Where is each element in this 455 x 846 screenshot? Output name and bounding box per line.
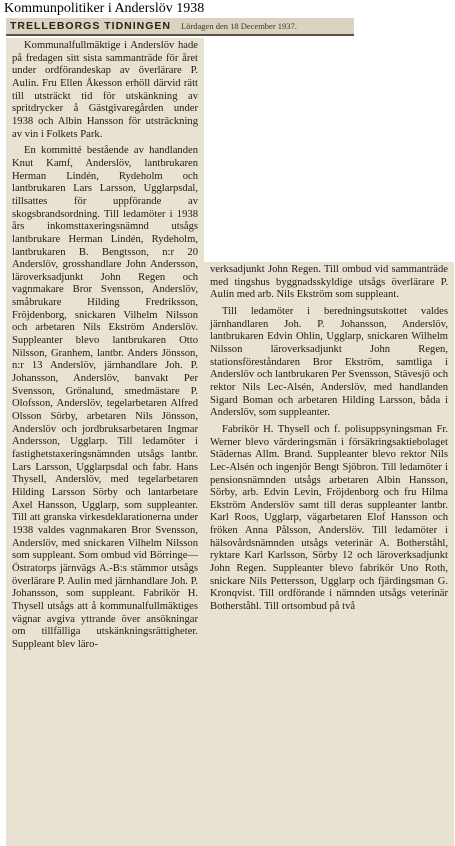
page-title: Kommunpolitiker i Anderslöv 1938 <box>4 1 205 16</box>
newspaper-name: TRELLEBORGS TIDNINGEN <box>10 20 172 32</box>
newspaper-date: Lördagen den 18 December 1937. <box>181 21 297 31</box>
article-column-2 <box>204 262 454 846</box>
article-paragraph: Till ledamöter i beredningsutskottet valdes järnhandlaren Joh. P. Johansson, Anderslöv, lantbrukaren Edvin Ohlin, Ugglarp, snickaren Wilhelm Nilsson läroverksadjunkt John Regen, stationsföreståndaren Bror Ekström, samtliga i Anderslöv och lantbrukaren Per Svensson, Stävesjö och rektor Nils Lec-Alsén, Anderslöv, med handlanden Sigard Boman och arbetaren Hilding Larsson, båda i Anderslöv, som suppleanter. <box>210 305 448 419</box>
article-paragraph: Fabrikör H. Thysell och f. polisuppsyningsman Fr. Werner blevo värderingsmän i försäkringsaktiebolaget Städernas Allm. Brand. Suppleanter blevo rektor Nils Lec-Alsén och ingenjör Bengt Sjöbron. Till ledamöter i pensionsnämnden utsågs arbetaren Albin Hansson, Sörby, arb. Edvin Levin, Fröjdenborg och fru Hilma Ekström Anderslöv samt till deras suppleanter lantbr. Karl Roos, Ugglarp, vägarbetaren Elof Hansson och fröken Anna Pålsson, Anderslöv. Till ledamöter i hälsovårdsnämnden utsågs veterinär A. Botherståhl, ryktare Karl Karlsson, Sörby 12 och läroverksadjunkt John Regen. Suppleanter blevo fabrikör Uno Roth, snickare Nils Pettersson, Ugglarp och fjärdingsman G. Kronqvist. Till ordförande i nämnden utsågs veterinär Botherståhl. Till ortsombud på två <box>210 423 448 613</box>
newspaper-masthead <box>6 18 354 36</box>
article-paragraph: En kommitté bestående av handlanden Knut Kamf, Anderslöv, lantbrukaren Herman Lindén, Rydeholm och lantbrukaren Lars Larsson, Ugglarpsdal, tillsattes för uppförande av skogsbrandsordning. Till ledamöter i 1938 års inkomsttaxeringsnämnd utsågs lantbrukare Herman Lindén, Rydeholm, lantbrukaren B. Bengtsson, n:r 20 Anderslöv, grosshandlare John Andersson, läroverksadjunkt John Regen och vagnmakare Bror Svensson, Anderslöv, småbrukare Hilding Fredriksson, Fröjdenborg, snickaren Vilhelm Nilsson och arbetaren Nils Ekström Anderslöv. Suppleanter blevo lantbrukaren Otto Nilsson, Granhem, lantbr. Anders Jönsson, n:r 13 Anderslöv, järnhandlare Joh. P. Johansson, Anderslöv, banvakt Per Svensson, Grönalund, smedmästare P. Olofsson, Anderslöv, tegelarbetaren Alfred Olsson Sörby, arbetaren Nils Jönsson, Anderslöv och jordbruksarbetaren Ingmar Andersson, Ugglarp. Till ledamöter i fastighetstaxeringsnämnden utsågs lantbr. Lars Larsson, Ugglarpsdal och fabr. Hans Thysell, Anderslöv, med tegelarbetaren Hilding Larsson Sörby och lantarbetare Axel Hansson, Ugglarp, som suppleanter. Till att granska virkesdeklarationerna under 1938 valdes vagnmakaren Bror Svensson, Anderslöv, med snickaren Vilhelm Nilsson som suppleant. Som ombud vid Börringe—Östratorps järnvägs A.-B:s stämmor utsågs överlärare P. Aulin med järnhandlare Joh. P. Johansson, som suppleant. Fabrikör H. Thysell utsågs att å kommunalfullmäktiges vägnar avgiva yttrande över ansökningar om tillfälliga utskänkningsrättigheter. Suppleant blev läro- <box>12 145 198 650</box>
article-column-1 <box>6 38 204 846</box>
article-paragraph: Kommunalfullmäktige i Anderslöv hade på fredagen sitt sista sammanträde för året under ordförandeskap av överlärare P. Aulin. Fru Ellen Åkesson erhöll därvid rätt till utsträckt tid för utskänkning av spritdrycker å Gästgivaregården under 1938 och Albin Hansson för utsträckning av vin i Folkets Park. <box>12 40 198 140</box>
article-paragraph: verksadjunkt John Regen. Till ombud vid sammanträde med tingshus byggnadsskyldige utsågs överlärare P. Aulin med arb. Nils Ekström som suppleant. <box>210 264 448 301</box>
